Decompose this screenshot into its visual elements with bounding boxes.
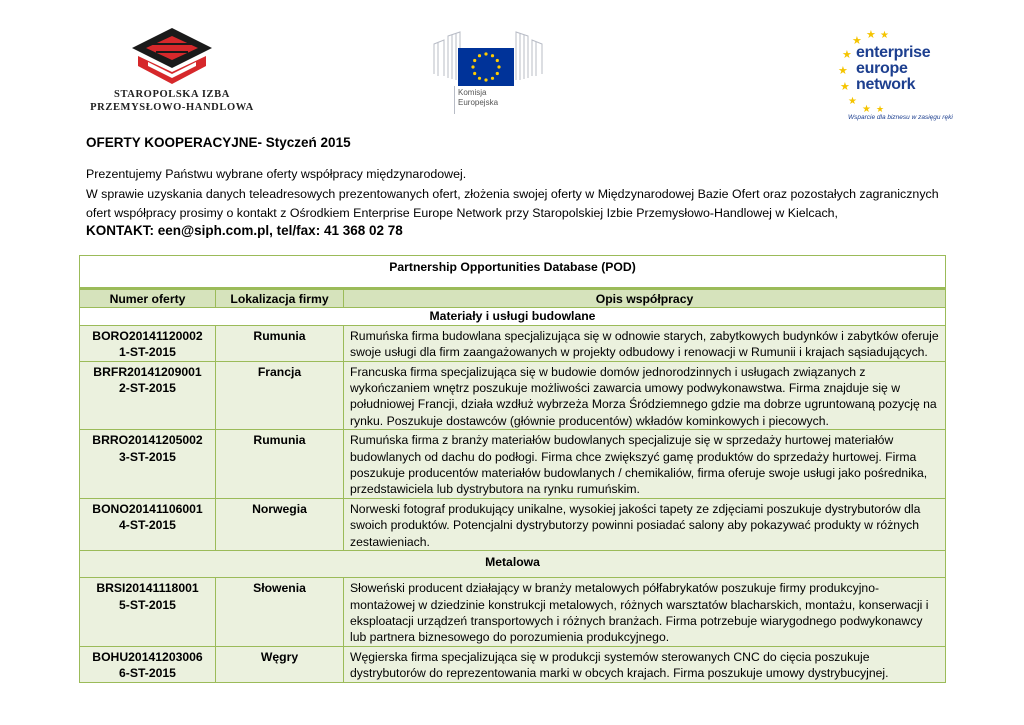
svg-text:★: ★: [848, 96, 857, 107]
header-logos: [0, 22, 1024, 127]
svg-text:★: ★: [852, 34, 862, 47]
intro-text: [86, 165, 946, 224]
table-row: [80, 325, 946, 361]
svg-text:★: ★: [842, 48, 852, 61]
offer-location: Słowenia: [216, 578, 344, 647]
offer-description: Rumuńska firma budowlana specjalizująca się w odnowie starych, zabytkowych budynków i zabytków oferuje swoje usługi dla firm zaangażowanych w projekty odbudowy i renowacji w Rumunii i krajach sąsiadujących.: [344, 325, 946, 361]
offer-description: Słoweński producent działający w branży metalowych półfabrykatów poszukuje firmy produkcyjno-montażowej w dziedzinie konstrukcji metalowych, różnych warsztatów blacharskich, montażu, konserwacji i eksploatacji urządzeń transportowych i różnych branżach. Firma potrzebuje wiarygodnego podwykonawcy lub partnera biznesowego do porozumienia produkcyjnego.: [344, 578, 946, 647]
table-row: [80, 361, 946, 430]
offer-location: Norwegia: [216, 498, 344, 550]
table-row: [80, 646, 946, 682]
ec-logo-text: Komisja Europejska: [458, 88, 499, 107]
offer-number: BRRO20141205002 3-ST-2015: [80, 430, 216, 499]
siph-emblem-icon: [86, 26, 258, 88]
column-header-location: Lokalizacja firmy: [216, 289, 344, 308]
offer-description: Francuska firma specjalizująca się w budowie domów jednorodzinnych i usługach związanych z wykończaniem wnętrz poszukuje możliwości zawarcia umowy podwykonawstwa. Firma znajduje się w południowej Francji, działa wzdłuż wybrzeża Morza Śródziemnego gdzie ma dobrze ugruntowaną pozycję na rynku. Poszukuje dostawców (głównie producentów) wkładów kominkowych i piecowych.: [344, 361, 946, 430]
offer-description: Norweski fotograf produkujący unikalne, wysokiej jakości tapety ze zdjęciami poszukuje dystrybutorów dla swoich produktów. Potencjalni dystrybutorzy powinni posiadać salony aby pokazywać produkty w różnych zestawieniach.: [344, 498, 946, 550]
offer-description: Rumuńska firma z branży materiałów budowlanych specjalizuje się w sprzedaży hurtowej materiałów budowlanych od dachu do podłogi. Firma chce zwiększyć gamę produktów do sprzedaży hurtowej. Firma poszukuje producentów materiałów budowlanych / chemikaliów, firma oferuje swoje usługi jako pośrednika, przedstawiciela lub dystrybutora na rynku rumuńskim.: [344, 430, 946, 499]
een-tagline: Wsparcie dla biznesu w zasięgu ręki: [848, 114, 953, 121]
offers-table: [79, 255, 946, 683]
svg-text:★: ★: [838, 64, 848, 77]
offer-number: BONO20141106001 4-ST-2015: [80, 498, 216, 550]
svg-text:★: ★: [862, 104, 871, 114]
offer-number: BRFR20141209001 2-ST-2015: [80, 361, 216, 430]
offer-location: Francja: [216, 361, 344, 430]
svg-text:★: ★: [876, 105, 885, 114]
contact-info: KONTAKT: een@siph.com.pl, tel/fax: 41 368 02 78: [86, 223, 403, 238]
offer-number: BOHU20141203006 6-ST-2015: [80, 646, 216, 682]
table-row: [80, 430, 946, 499]
page-title: OFERTY KOOPERACYJNE- Styczeń 2015: [86, 135, 351, 150]
column-header-number: Numer oferty: [80, 289, 216, 308]
offer-description: Węgierska firma specjalizująca się w produkcji systemów sterowanych CNC do cięcia poszukuje dystrybutorów do reprezentowania marki w obcych krajach. Firma poszukuje umowy dystrybucyjnej.: [344, 646, 946, 682]
offer-location: Rumunia: [216, 325, 344, 361]
een-word-network: network: [856, 76, 916, 93]
category-building: Materiały i usługi budowlane: [80, 308, 946, 325]
svg-text:★: ★: [880, 30, 889, 41]
siph-logo-text: STAROPOLSKA IZBA PRZEMYSŁOWO-HANDLOWA: [90, 89, 254, 113]
offer-number: BRSI20141118001 5-ST-2015: [80, 578, 216, 647]
column-header-description: Opis współpracy: [344, 289, 946, 308]
offer-number: BORO20141120002 1-ST-2015: [80, 325, 216, 361]
offer-location: Węgry: [216, 646, 344, 682]
een-word-enterprise: enterprise: [856, 44, 931, 61]
offer-location: Rumunia: [216, 430, 344, 499]
european-commission-logo: [430, 26, 546, 118]
intro-line-1: Prezentujemy Państwu wybrane oferty współpracy międzynarodowej.: [86, 167, 467, 181]
svg-text:★: ★: [866, 30, 876, 41]
enterprise-europe-network-logo: [836, 30, 953, 126]
table-title: Partnership Opportunities Database (POD): [80, 256, 946, 289]
intro-line-2: W sprawie uzyskania danych teleadresowych prezentowanych ofert, złożenia swojej oferty w Międzynarodowej Bazie Ofert oraz pozostałych zagranicznych ofert współpracy prosimy o kontakt z Ośrodkiem Enterprise Europe Network przy Staropolskiej Izbie Przemysłowo-Handlowej w Kielcach,: [86, 186, 939, 220]
svg-text:★: ★: [840, 80, 850, 93]
table-row: [80, 578, 946, 647]
een-word-europe: europe: [856, 60, 908, 77]
siph-logo: [86, 26, 258, 126]
table-row: [80, 498, 946, 550]
category-metal: Metalowa: [80, 551, 946, 578]
